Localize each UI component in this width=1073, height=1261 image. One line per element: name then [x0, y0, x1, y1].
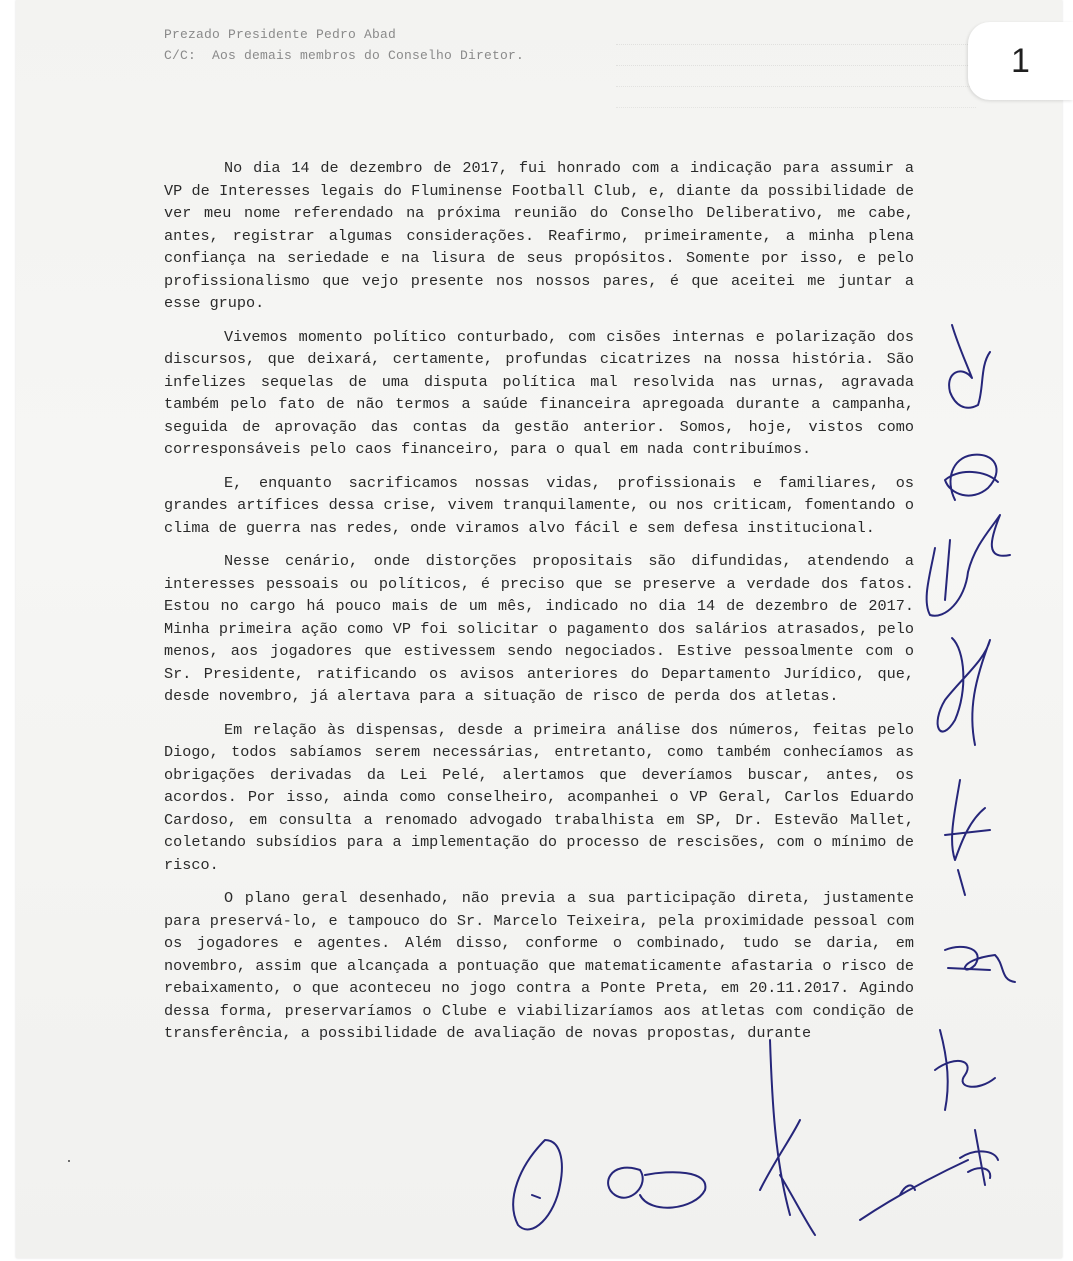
paragraph-1: No dia 14 de dezembro de 2017, fui honrado com a indicação para assumir a VP de Interesses legais do Fluminense Football Club, e, diante da possibilidade de ver meu nome referendado na próxima reunião do Conselho Deliberativo, me cabe, antes, registrar algumas considerações. Reafirmo, primeiramente, a minha plena confiança na seriedade e na lisura de seus propósitos. Somente por isso, e pelo profissionalismo que vejo presente nos nossos pares, é que aceitei me juntar a esse grupo.	[164, 159, 914, 312]
paragraph-2: Vivemos momento político conturbado, com cisões internas e polarização dos discursos, que deixará, certamente, profundas cicatrizes na nossa história. São infelizes sequelas de uma disputa política mal resolvida nas urnas, agravada também pelo fato de não termos a saúde financeira apregoada durante a campanha, seguida de aprovação das contas da gestão anterior. Somos, hoje, vistos como corresponsáveis pelo caos financeiro, para o qual em nada contribuímos.	[164, 327, 914, 458]
salutation-line: Prezado Presidente Pedro Abad	[164, 27, 397, 42]
cc-line: C/C: Aos demais membros do Conselho Diretor.	[164, 48, 525, 63]
paragraph-6: O plano geral desenhado, não previa a sua participação direta, justamente para preservá-lo, e tampouco do Sr. Marcelo Teixeira, pela proximidade pessoal com os jogadores e agentes. Além disso, conforme o combinado, tudo se daria, em novembro, assim que alcançada a pontuação que matematicamente afastaria o risco de rebaixamento, o que aconteceu no jogo contra a Ponte Preta, em 20.11.2017. Agindo dessa forma, preservaríamos o Clube e viabilizaríamos aos atletas com condição de transferência, a possibilidade de avaliação de novas propostas, durante	[164, 889, 914, 1042]
paragraph-4: Nesse cenário, onde distorções propositais são difundidas, atendendo a interesses pessoais ou políticos, é preciso que se preserve a verdade dos fatos. Estou no cargo há pouco mais de um mês, indicado no dia 14 de dezembro de 2017. Minha primeira ação como VP foi solicitar o pagamento dos salários atrasados, pelo menos, aos jogadores que estivessem sendo negociados. Estive pessoalmente com o Sr. Presidente, ratificando os avisos anteriores do Departamento Jurídico, que, desde novembro, já alertava para a situação de risco de perda dos atletas.	[164, 552, 914, 705]
document-page	[16, 0, 1062, 1258]
paragraph-5: Em relação às dispensas, desde a primeira análise dos números, feitas pelo Diogo, todos sabíamos serem necessárias, entretanto, como também conhecíamos as obrigações derivadas da Lei Pelé, alertamos que deveríamos buscar, antes, os acordos. Por isso, ainda como conselheiro, acompanhei o VP Geral, Carlos Eduardo Cardoso, em consulta a renomado advogado trabalhista em SP, Dr. Estevão Mallet, coletando subsídios para a implementação do processo de rescisões, com o mínimo de risco.	[164, 720, 914, 874]
letter-body	[164, 157, 914, 1056]
paper-speck	[68, 1160, 70, 1162]
page-number-badge: 1	[968, 22, 1073, 100]
show-through-text	[616, 30, 976, 108]
paragraph-3: E, enquanto sacrificamos nossas vidas, profissionais e familiares, os grandes artífices dessa crise, vivem tranquilamente, ou nos criticam, fomentando o clima de guerra nas redes, onde viramos alvo fácil e sem defesa institucional.	[164, 473, 914, 537]
